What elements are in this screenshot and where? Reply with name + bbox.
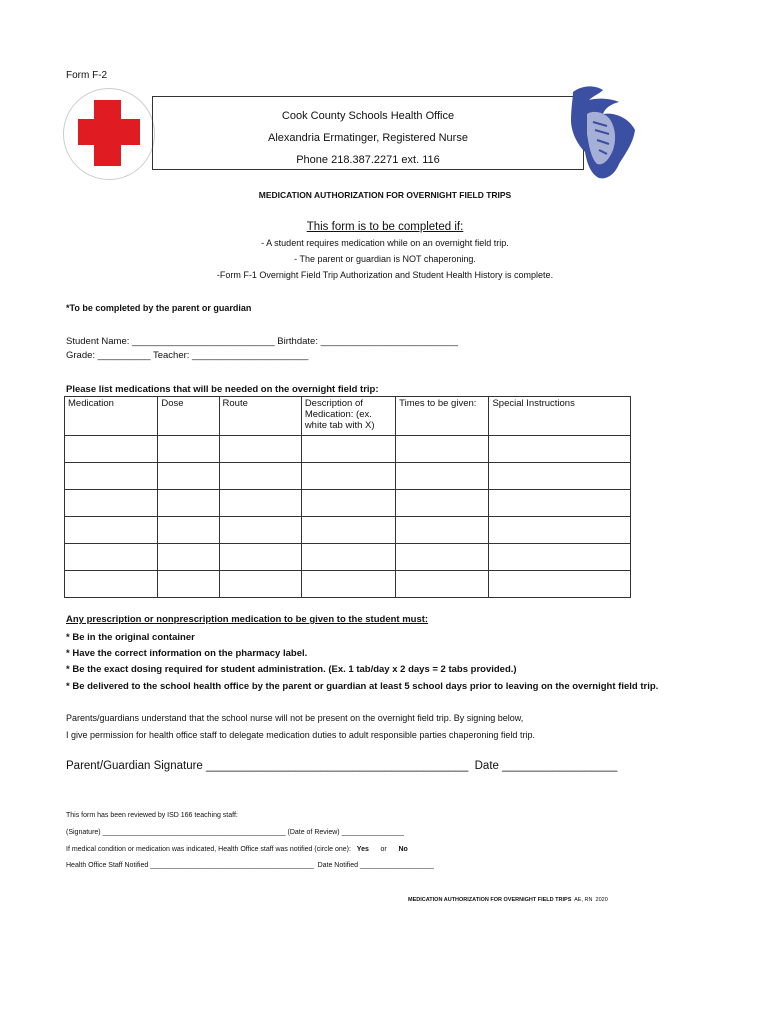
col-times: Times to be given: bbox=[396, 397, 489, 436]
table-cell[interactable] bbox=[65, 544, 158, 571]
table-cell[interactable] bbox=[65, 463, 158, 490]
table-cell[interactable] bbox=[396, 490, 489, 517]
condition-2: - The parent or guardian is NOT chaperoning. bbox=[294, 254, 476, 264]
table-cell[interactable] bbox=[219, 436, 301, 463]
table-row[interactable] bbox=[65, 463, 631, 490]
table-cell[interactable] bbox=[301, 571, 395, 598]
col-dose: Dose bbox=[158, 397, 219, 436]
or-text: or bbox=[380, 846, 387, 853]
parent-note: *To be completed by the parent or guardian bbox=[66, 303, 252, 313]
table-row[interactable] bbox=[65, 544, 631, 571]
table-cell[interactable] bbox=[219, 544, 301, 571]
grade-teacher-field[interactable]: Grade: __________ Teacher: ______________________ bbox=[66, 350, 309, 361]
rule-item: * Have the correct information on the pharmacy label. bbox=[66, 648, 308, 659]
table-row[interactable] bbox=[65, 517, 631, 544]
complete-if-heading: This form is to be completed if: bbox=[306, 221, 464, 233]
table-cell[interactable] bbox=[65, 436, 158, 463]
table-cell[interactable] bbox=[158, 544, 219, 571]
table-cell[interactable] bbox=[219, 490, 301, 517]
condition-3: -Form F-1 Overnight Field Trip Authorization and Student Health History is complete. bbox=[216, 270, 554, 280]
table-row[interactable] bbox=[65, 436, 631, 463]
document-title: MEDICATION AUTHORIZATION FOR OVERNIGHT FIELD TRIPS bbox=[258, 190, 512, 200]
medications-table bbox=[64, 396, 631, 598]
col-description: Description of Medication: (ex. white tab with X) bbox=[301, 397, 395, 436]
col-route: Route bbox=[219, 397, 301, 436]
table-cell[interactable] bbox=[65, 571, 158, 598]
table-row[interactable] bbox=[65, 571, 631, 598]
table-cell[interactable] bbox=[158, 490, 219, 517]
condition-1: - A student requires medication while on an overnight field trip. bbox=[261, 238, 509, 248]
table-cell[interactable] bbox=[158, 571, 219, 598]
table-cell[interactable] bbox=[489, 463, 631, 490]
footer bbox=[408, 897, 608, 903]
form-id: Form F-2 bbox=[66, 70, 108, 81]
table-cell[interactable] bbox=[489, 544, 631, 571]
table-cell[interactable] bbox=[219, 571, 301, 598]
table-cell[interactable] bbox=[301, 544, 395, 571]
yes-option[interactable]: Yes bbox=[356, 846, 369, 853]
rule-item: * Be delivered to the school health office by the parent or guardian at least 5 school days prior to leaving on the overnight field trip. bbox=[66, 681, 659, 692]
table-cell[interactable] bbox=[396, 544, 489, 571]
student-birthdate-field[interactable]: Student Name: ___________________________ Birthdate: __________________________ bbox=[66, 336, 458, 347]
viking-mascot-icon bbox=[563, 84, 643, 182]
table-cell[interactable] bbox=[301, 517, 395, 544]
parent-signature-line[interactable]: Parent/Guardian Signature _________________________________________ Date __________________ bbox=[66, 760, 618, 772]
review-statement: This form has been reviewed by ISD 166 teaching staff: bbox=[66, 812, 238, 819]
notified-question-text: If medical condition or medication was indicated, Health Office staff was notified (circle one): bbox=[66, 846, 351, 853]
table-cell[interactable] bbox=[158, 517, 219, 544]
red-cross-icon-bar bbox=[78, 119, 140, 145]
table-cell[interactable] bbox=[396, 436, 489, 463]
header-nurse: Alexandria Ermatinger, Registered Nurse bbox=[268, 132, 468, 144]
table-cell[interactable] bbox=[65, 490, 158, 517]
table-cell[interactable] bbox=[219, 463, 301, 490]
col-instructions: Special Instructions bbox=[489, 397, 631, 436]
rule-item: * Be the exact dosing required for student administration. (Ex. 1 tab/day x 2 days = 2 tabs provided.) bbox=[66, 664, 517, 675]
table-cell[interactable] bbox=[158, 436, 219, 463]
table-cell[interactable] bbox=[301, 436, 395, 463]
review-signature-line[interactable]: (Signature) _______________________________________________ (Date of Review) ________________ bbox=[66, 829, 404, 836]
consent-line-2: I give permission for health office staff to delegate medication duties to adult responsible parties chaperoning field trip. bbox=[66, 730, 535, 740]
no-option[interactable]: No bbox=[398, 846, 408, 853]
notified-question bbox=[66, 846, 408, 853]
table-cell[interactable] bbox=[489, 436, 631, 463]
table-cell[interactable] bbox=[301, 490, 395, 517]
table-header-row bbox=[65, 397, 631, 436]
staff-notified-line[interactable]: Health Office Staff Notified __________________________________________ Date Notified ___________________ bbox=[66, 862, 434, 869]
table-cell[interactable] bbox=[489, 571, 631, 598]
table-cell[interactable] bbox=[396, 517, 489, 544]
header-org: Cook County Schools Health Office bbox=[281, 110, 455, 122]
rule-item: * Be in the original container bbox=[66, 632, 195, 643]
footer-initials: AE, RN bbox=[574, 897, 593, 903]
table-cell[interactable] bbox=[396, 571, 489, 598]
table-row[interactable] bbox=[65, 490, 631, 517]
rules-heading: Any prescription or nonprescription medication to be given to the student must: bbox=[66, 614, 429, 625]
table-cell[interactable] bbox=[65, 517, 158, 544]
table-cell[interactable] bbox=[301, 463, 395, 490]
header-phone: Phone 218.387.2271 ext. 116 bbox=[296, 154, 440, 166]
col-medication: Medication bbox=[65, 397, 158, 436]
table-cell[interactable] bbox=[219, 517, 301, 544]
footer-title: MEDICATION AUTHORIZATION FOR OVERNIGHT FIELD TRIPS bbox=[408, 897, 572, 903]
table-cell[interactable] bbox=[489, 490, 631, 517]
medications-heading: Please list medications that will be needed on the overnight field trip: bbox=[66, 384, 379, 395]
table-cell[interactable] bbox=[396, 463, 489, 490]
table-cell[interactable] bbox=[158, 463, 219, 490]
table-cell[interactable] bbox=[489, 517, 631, 544]
footer-year: 2020 bbox=[595, 897, 608, 903]
consent-line-1: Parents/guardians understand that the school nurse will not be present on the overnight field trip. By signing below, bbox=[66, 713, 524, 723]
